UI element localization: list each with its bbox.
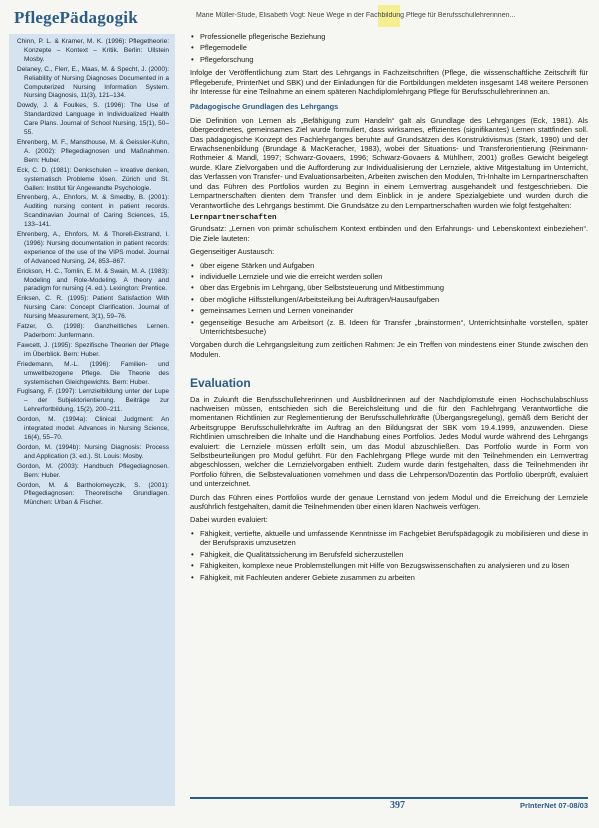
paragraph-evaluation-1: Da in Zukunft die Berufsschullehrerinnen und Ausbildnerinnen auf der Nachdiplomstufe einen Hochschulabschluss nachweisen müssen, entschieden sich die Bereichsleitung und die für den Fachlehrgang Verantwortliche die momentanen Richtlinien zur Reglementierung der Berufsschullehrkräfte (Übergangsregelung), gemäß dem Bericht der Arbeitsgruppe Berufsschullehrkräfte im Auftrag an den Bildungsrat der SBK vom 19.4.1999, anzuwenden. Diese Richtlinien umschreiben die Inhalte und die Handhabung eines Portfolios. Jedes Modul wurde während des Lehrgangs evaluiert: die Lernziele müssen erfüllt sein, um das Modul abzuschließen. Das Portfolio wurde in Form von Selbstbeurteilungen pro Modul geführt. Für den Fachlehrgang Pflege wurde mit den Teilnehmenden ein Lernvertrag abgeschlossen, welcher die Lernzielvorgaben enthielt. Zudem wurde darin festgehalten, dass die Teilnehmenden ihr Portfolio führen, die Selbstevaluationen vornehmen und dass die Lehrperson/Dozentin das Portfolio überprüft, evaluiert und unterzeichnet.	[190, 394, 588, 489]
paragraph-evaluation-3: Dabei wurden evaluiert:	[190, 515, 268, 525]
reference-entry: Fatzer, G. (1998): Ganzheitliches Lernen. Paderborn: Junfermann.	[17, 323, 169, 339]
list-item: • Pflegeforschung	[200, 55, 588, 64]
reference-entry: Chinn, P. L. & Kramer, M. K. (1996): Pflegetheorie: Konzepte – Kontext – Kritik. Berlin: Ullstein Mosby.	[17, 38, 169, 63]
bullet-list-topics	[190, 32, 588, 64]
list-item: • Pflegemodelle	[200, 43, 588, 52]
paragraph-evaluation-2: Durch das Führen eines Portfolios wurde der genaue Lernstand von jedem Modul und die Erreichung der Lernziele ausführlich festgehalten, damit die Teilnehmenden über einen klaren Nachweis verfügen.	[190, 492, 588, 512]
reference-entry: Fawcett, J. (1995): Spezifische Theorien der Pflege im Überblick. Bern: Huber.	[17, 341, 169, 358]
list-item: • Professionelle pflegerische Beziehung	[200, 32, 588, 41]
paragraph-partnerships: Grundsatz: „Lernen von primär schulischem Kontext entbinden und den Erfahrungs- und Lebenskontext einbeziehen“. Die Ziele lauteten:	[190, 224, 588, 243]
reference-entry: Ehrenberg, M. F., Mansthouse, M. & Geissler-Kuhn, A. (2002): Pflegediagnosen und Maßnahmen. Bern: Huber.	[17, 138, 169, 164]
page-footer	[190, 797, 588, 815]
paragraph-exchange: Gegenseitiger Austausch:	[190, 247, 275, 257]
list-item: • gegenseitige Besuche am Arbeitsort (z. B. Ideen für Transfer „brainstormen“, Unterrichtsinhalte vorstellen, später Unterrichtsbesuche)	[200, 318, 588, 337]
reference-entry: Ehrenberg, A., Ehnfors, M. & Smedby, B. (2001): Auditing nursing content in patient records. Scandinavian Journal of Caring Sciences, 15, 133–141.	[17, 194, 169, 229]
reference-entry: Delaney, C., Flerr, E., Maas, M. & Specht, J. (2000): Reliability of Nursing Diagnoses Documented in a Computerized Nursing Information System. Nursing Diagnosis, 11(3), 121–134.	[17, 65, 169, 100]
subheading-partnerships: Lernpartnerschaften	[190, 213, 277, 222]
list-item: • über mögliche Hilfsstellungen/Arbeitsteilung bei Aufträgen/Hausaufgaben	[200, 295, 588, 304]
reference-entry: Gordon, M. & Bartholomeyczik, S. (2001): Pflegediagnosen: Theoretische Grundlagen. München: Urban & Fischer.	[17, 481, 169, 507]
reference-column	[9, 34, 175, 806]
section-heading-evaluation: Evaluation	[190, 376, 251, 391]
list-item: • Fähigkeit, die Qualitätssicherung im Berufsfeld sicherzustellen	[200, 550, 588, 559]
journal-title: PflegePädagogik	[14, 8, 138, 27]
list-item: • über eigene Stärken und Aufgaben	[200, 261, 588, 270]
reference-entry: Gordon, M. (2003): Handbuch Pflegediagnosen. Bern: Huber.	[17, 462, 169, 479]
list-item: • Fähigkeiten, komplexe neue Problemstellungen mit Hilfe von Bezugswissenschaften zu analysieren und zu lösen	[200, 561, 588, 570]
reference-entry: Ehrenberg, A., Ehnfors, M. & Thorell-Ekstrand, I. (1996): Nursing documentation in patient records: experience of the use of the VIPS model. Journal of Advanced Nursing, 24, 853–867.	[17, 231, 169, 265]
bullet-list-evaluation	[190, 529, 588, 582]
list-item: • Fähigkeit, mit Fachleuten anderer Gebiete zusammen zu arbeiten	[200, 573, 588, 582]
list-item: • Fähigkeit, vertiefte, aktuelle und umfassende Kenntnisse im Fachgebiet Berufspädagogik zu mobilisieren und diese in der Berufspraxis umzusetzen	[200, 529, 588, 548]
reference-entry: Dowdy, J. & Foulkes, S. (1996): The Use of Standardized Language in Individualized Health Care Plans. Journal of School Nursing, 15(1), 50–55.	[17, 102, 169, 137]
paragraph-pedagogy: Die Definition von Lernen als „Befähigung zum Handeln“ galt als Grundlage des Lehrganges (Eck, 1981). Als übergeordnetes, gemeinsames Ziel wurde formuliert, dass wirksames, effizientes (signifikantes) Lernen stattfinden soll. Das pädagogische Konzept des Fachlehrganges beruhte auf Grundsätzen des Konstruktivismus (Stark, 1990) und der Erwachsenenbildung (Brundage & MacKeracher, 1983), wobei der Situations- und Transferorientierung (Reinmann-Rothmeier & Mandl, 1997; Schwarz-Govaers, 1996; Schwarz-Govaers & Mühlherr, 2001) großes Gewicht beigelegt wurde. Klare Zielvorgaben und die Aufforderung zur Individualisierung der Lernziele, aktive Mitgestaltung im Unterricht, das Verfassen von Transfer- und Evaluationsarbeiten, Arbeiten zwischen den Modulen, Tri-Inhalte im Lernpartnerschaften und das Führen des Portfolios wurden zu Beginn in einem Lernvertrag ausgehandelt und festgeschrieben. Die Lernpartnerschaften dienten dem Transfer und dem Einblick in je andere Spezialgebiete und wurden durch die Verantwortliche des Lehrgangs bestimmt. Die Grundsätze zu den Lernpartnerschaften wurden wie folgt festgehalten:	[190, 115, 588, 210]
reference-entry: Erickson, H. C., Tomlin, E. M. & Swain, M. A. (1983): Modeling and Role-Modeling. A theory and paradigm for nursing (4. ed.). Lexington: Prentice.	[17, 267, 169, 293]
reference-entry: Fuglsang, F. (1997): Lernzielbildung unter der Lupe – der Subjektorientierung. Beiträge zur Lehrerfortbildung, 15(2), 200–211.	[17, 388, 169, 414]
issue-label: PrInterNet 07-08/03	[520, 801, 588, 810]
list-item: • individuelle Lernziele und wie die erreicht werden sollen	[200, 272, 588, 281]
paragraph-intro: Infolge der Veröffentlichung zum Start des Lehrgangs in Fachzeitschriften (Pflege, die wissenschaftliche Zeitschrift für Pflegeberufe, PrinterNet und SBK) und der Einladungen für die Fortbildungen meldeten insgesamt 148 weitere Personen ihr Interesse für eine Teilnahme an einem späteren Nachdiplomlehrgang Pflege für Berufsschullehrerinnen an.	[190, 68, 588, 97]
page-number: 397	[390, 800, 405, 811]
reference-entry: Friedemann, M.-L. (1996): Familien- und umweltbezogene Pflege. Die Theorie des systemischen Gleichgewichts. Bern: Huber.	[17, 360, 169, 386]
list-item: • gemeinsames Lernen und Lernen voneinander	[200, 306, 588, 315]
list-item: • über das Ergebnis im Lehrgang, über Selbststeuerung und Mitbestimmung	[200, 283, 588, 292]
reference-entry: Eck, C. D. (1981): Denkschulen – kreative denken, systematisch Probleme lösen. Zürich und St. Gallen: Institut für Angewandte Psychologie.	[17, 166, 169, 192]
bullet-list-exchange	[190, 261, 588, 337]
reference-entry: Eriksen, C. R. (1995): Patient Satisfaction With Nursing Care: Concept Clarification. Journal of Nursing Measurement, 3(1), 59–76.	[17, 295, 169, 321]
reference-entry: Gordon, M. (1994b): Nursing Diagnosis: Process and Application (3. ed.). St. Louis: Mosby.	[17, 443, 169, 460]
paragraph-meeting: Vorgaben durch die Lehrgangsleitung zum zeitlichen Rahmen: Je ein Treffen von mindestens einer Stunde zwischen den Modulen.	[190, 340, 588, 359]
section-heading-pedagogy: Pädagogische Grundlagen des Lehrgangs	[190, 102, 339, 112]
running-head: Marie Müller-Stude, Elisabeth Vogt: Neue Wege in der Fachbildung Pflege für Berufsschullehrerinnen...	[196, 12, 516, 19]
main-column	[190, 32, 588, 792]
reference-entry: Gordon, M. (1994a): Clinical Judgment: An integrated model. Advances in Nursing Science, 16(4), 55–70.	[17, 416, 169, 441]
